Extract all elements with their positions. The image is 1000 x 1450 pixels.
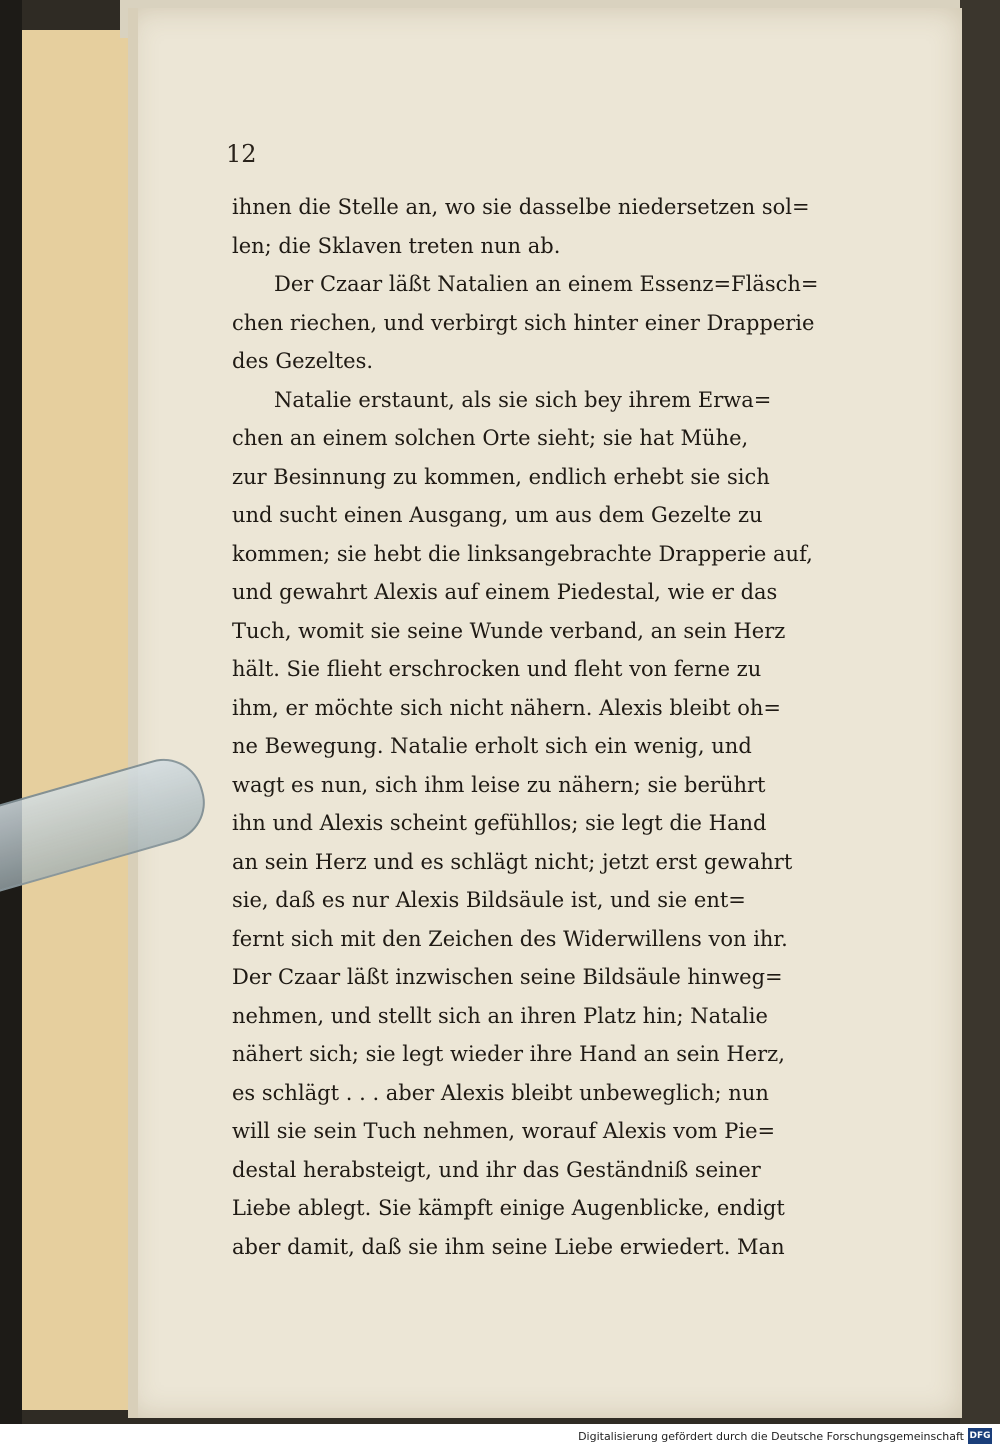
text-line: nehmen, und stellt sich an ihren Platz hin; Natalie <box>232 1003 768 1028</box>
text-line: ihm, er möchte sich nicht nähern. Alexis bleibt oh= <box>232 695 781 720</box>
text-line: hält. Sie flieht erschrocken und fleht von ferne zu <box>232 657 762 681</box>
text-line: chen an einem solchen Orte sieht; sie hat Mühe, <box>232 426 749 450</box>
scan-background-left <box>0 0 22 1450</box>
text-line: des Gezeltes. <box>232 349 374 373</box>
text-line: es schlägt . . . aber Alexis bleibt unbeweglich; nun <box>232 1080 769 1105</box>
scan-background-right <box>960 0 1000 1450</box>
text-line: destal herabsteigt, und ihr das Geständniß seiner <box>232 1157 761 1182</box>
text-line: ne Bewegung. Natalie erholt sich ein wenig, und <box>232 734 752 758</box>
text-line: chen riechen, und verbirgt sich hinter einer Drapperie <box>232 310 815 335</box>
text-line: Liebe ablegt. Sie kämpft einige Augenblicke, endigt <box>232 1196 785 1220</box>
text-line: an sein Herz und es schlägt nicht; jetzt erst gewahrt <box>232 849 793 874</box>
text-line: nähert sich; sie legt wieder ihre Hand an sein Herz, <box>232 1042 785 1066</box>
text-line: len; die Sklaven treten nun ab. <box>232 233 561 258</box>
text-line: sie, daß es nur Alexis Bildsäule ist, und sie ent= <box>232 888 746 912</box>
footer-bar <box>0 1424 1000 1450</box>
text-line: und gewahrt Alexis auf einem Piedestal, wie er das <box>232 580 778 604</box>
text-line: fernt sich mit den Zeichen des Widerwillens von ihr. <box>232 926 788 951</box>
text-line: Natalie erstaunt, als sie sich bey ihrem Erwa= <box>274 387 772 412</box>
text-line: will sie sein Tuch nehmen, worauf Alexis vom Pie= <box>232 1119 776 1143</box>
text-line: ihn und Alexis scheint gefühllos; sie legt die Hand <box>232 811 767 835</box>
text-line: Der Czaar läßt Natalien an einem Essenz=Fläsch= <box>274 272 819 296</box>
text-line: aber damit, daß sie ihm seine Liebe erwiedert. Man <box>232 1234 785 1259</box>
page-gutter <box>128 8 138 1418</box>
page-number: 12 <box>226 140 257 168</box>
text-line: zur Besinnung zu kommen, endlich erhebt sie sich <box>232 464 770 489</box>
text-line: wagt es nun, sich ihm leise zu nähern; sie berührt <box>232 772 766 797</box>
text-line: ihnen die Stelle an, wo sie dasselbe niedersetzen sol= <box>232 195 810 219</box>
text-line: Tuch, womit sie seine Wunde verband, an sein Herz <box>232 618 786 643</box>
dfg-logo: DFG <box>968 1428 992 1444</box>
text-line: kommen; sie hebt die linksangebrachte Drapperie auf, <box>232 541 813 566</box>
footer-credit: Digitalisierung gefördert durch die Deutsche Forschungsgemeinschaft <box>578 1430 964 1443</box>
page-text <box>232 188 902 1266</box>
text-line: Der Czaar läßt inzwischen seine Bildsäule hinweg= <box>232 965 783 989</box>
text-line: und sucht einen Ausgang, um aus dem Gezelte zu <box>232 503 763 527</box>
